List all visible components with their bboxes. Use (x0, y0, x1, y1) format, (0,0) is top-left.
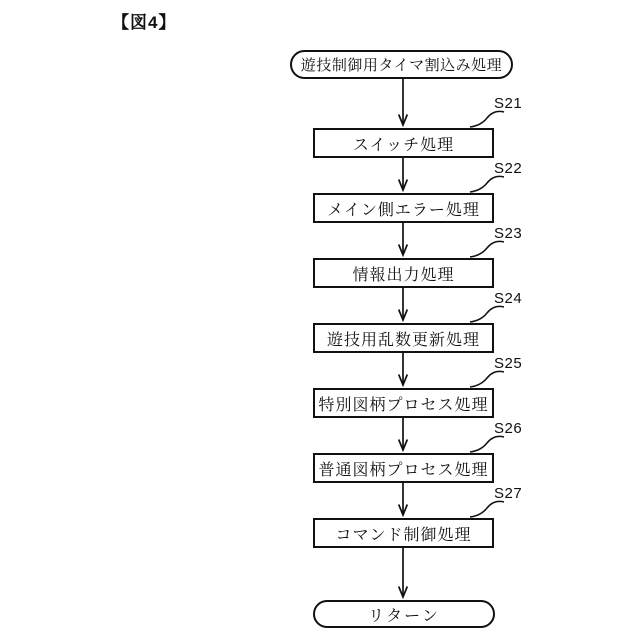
process-box-s23: 情報出力処理 (313, 258, 494, 288)
process-box-s25: 特別図柄プロセス処理 (313, 388, 494, 418)
flow-arrow-start-to-s21 (399, 79, 408, 125)
flow-arrow-s23-to-s24 (399, 288, 408, 320)
flow-arrow-s21-to-s22 (399, 158, 408, 190)
leader-squiggle-s22 (470, 176, 504, 192)
flow-arrow-s22-to-s23 (399, 223, 408, 255)
step-label-s27: S27 (494, 485, 523, 502)
leader-squiggle-s23 (470, 241, 504, 257)
process-box-s26: 普通図柄プロセス処理 (313, 453, 494, 483)
process-box-s22: メイン側エラー処理 (313, 193, 494, 223)
leader-squiggle-s27 (470, 501, 504, 517)
flow-end-terminal: リターン (313, 600, 495, 628)
flow-arrow-s24-to-s25 (399, 353, 408, 385)
flow-arrow-s26-to-s27 (399, 483, 408, 515)
leader-squiggle-s21 (470, 111, 504, 127)
leader-squiggle-s24 (470, 306, 504, 322)
step-label-s24: S24 (494, 290, 523, 307)
step-label-s26: S26 (494, 420, 523, 437)
leader-squiggle-s25 (470, 371, 504, 387)
step-label-s22: S22 (494, 160, 523, 177)
process-box-s27: コマンド制御処理 (313, 518, 494, 548)
flow-arrow-s25-to-s26 (399, 418, 408, 450)
step-label-s23: S23 (494, 225, 523, 242)
step-label-s21: S21 (494, 95, 523, 112)
process-box-s21: スイッチ処理 (313, 128, 494, 158)
flow-start-terminal: 遊技制御用タイマ割込み処理 (290, 50, 513, 79)
figure-title: 【図4】 (112, 13, 177, 32)
leader-squiggle-s26 (470, 436, 504, 452)
process-box-s24: 遊技用乱数更新処理 (313, 323, 494, 353)
step-label-s25: S25 (494, 355, 523, 372)
flow-arrow-s27-to-end (399, 548, 408, 597)
